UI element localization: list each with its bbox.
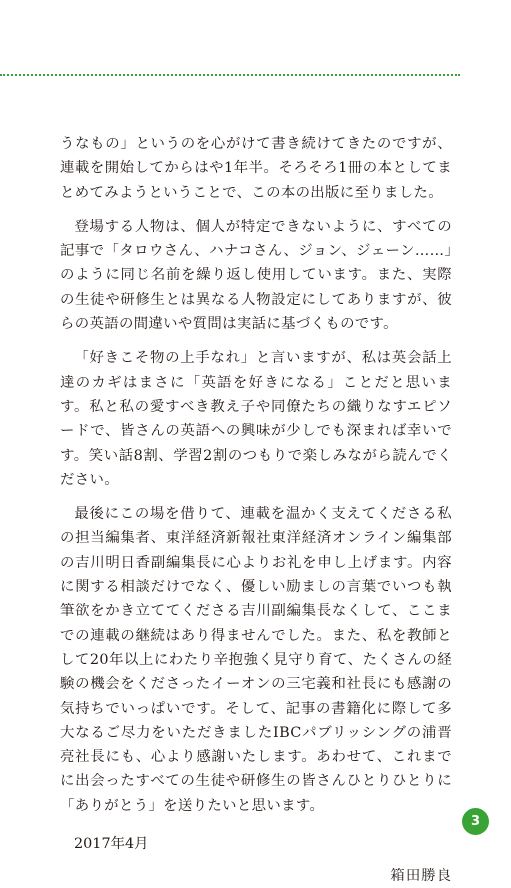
author-signature: 箱田勝良 — [390, 868, 452, 885]
date: 2017年4月 — [74, 836, 149, 853]
paragraph-continuation: うなもの」というのを心がけて書き続けてきたのですが、連載を開始してからはや1年半。そろそろ1冊の本としてまとめてみようということで、この本の出版に至りました。 — [60, 136, 452, 201]
paragraph-enjoy-english: 「好きこそ物の上手なれ」と言いますが、私は英会話上達のカギはまさに「英語を好きになる」ことだと思います。私と私の愛すべき教え子や同僚たちの織りなすエピソードで、皆さんの英語への興味が少しでも深まれば幸いです。笑い話8割、学習2割のつもりで楽しみながら読んでください。 — [60, 350, 452, 488]
body-text — [60, 132, 452, 888]
paragraph-acknowledgements: 最後にこの場を借りて、連載を温かく支えてくださる私の担当編集者、東洋経済新報社東洋経済オンライン編集部の吉川明日香副編集長に心よりお礼を申し上げます。内容に関する相談だけでなく、優しい励ましの言葉でいつも執筆欲をかき立ててくださる吉川副編集長なくして、ここまでの連載の継続はあり得ませんでした。また、私を教師として20年以上にわたり辛抱強く見守り育て、たくさんの経験の機会をくださったイーオンの三宅義和社長にも感謝の気持ちでいっぱいです。そして、記事の書籍化に際して多大なるご尽力をいただきましたIBCパブリッシングの浦晋亮社長にも、心より感謝いたします。あわせて、これまでに出会ったすべての生徒や研修生の皆さんひとりひとりに「ありがとう」を送りたいと思います。 — [60, 506, 452, 814]
top-dotted-rule — [0, 74, 460, 76]
page-number-badge: 3 — [462, 808, 489, 835]
paragraph-characters: 登場する人物は、個人が特定できないように、すべての記事で「タロウさん、ハナコさん、ジョン、ジェーン……」のように同じ名前を繰り返し使用しています。また、実際の生徒や研修生とは異なる人物設定にしてありますが、彼らの英語の間違いや質問は実話に基づくものです。 — [60, 218, 452, 333]
